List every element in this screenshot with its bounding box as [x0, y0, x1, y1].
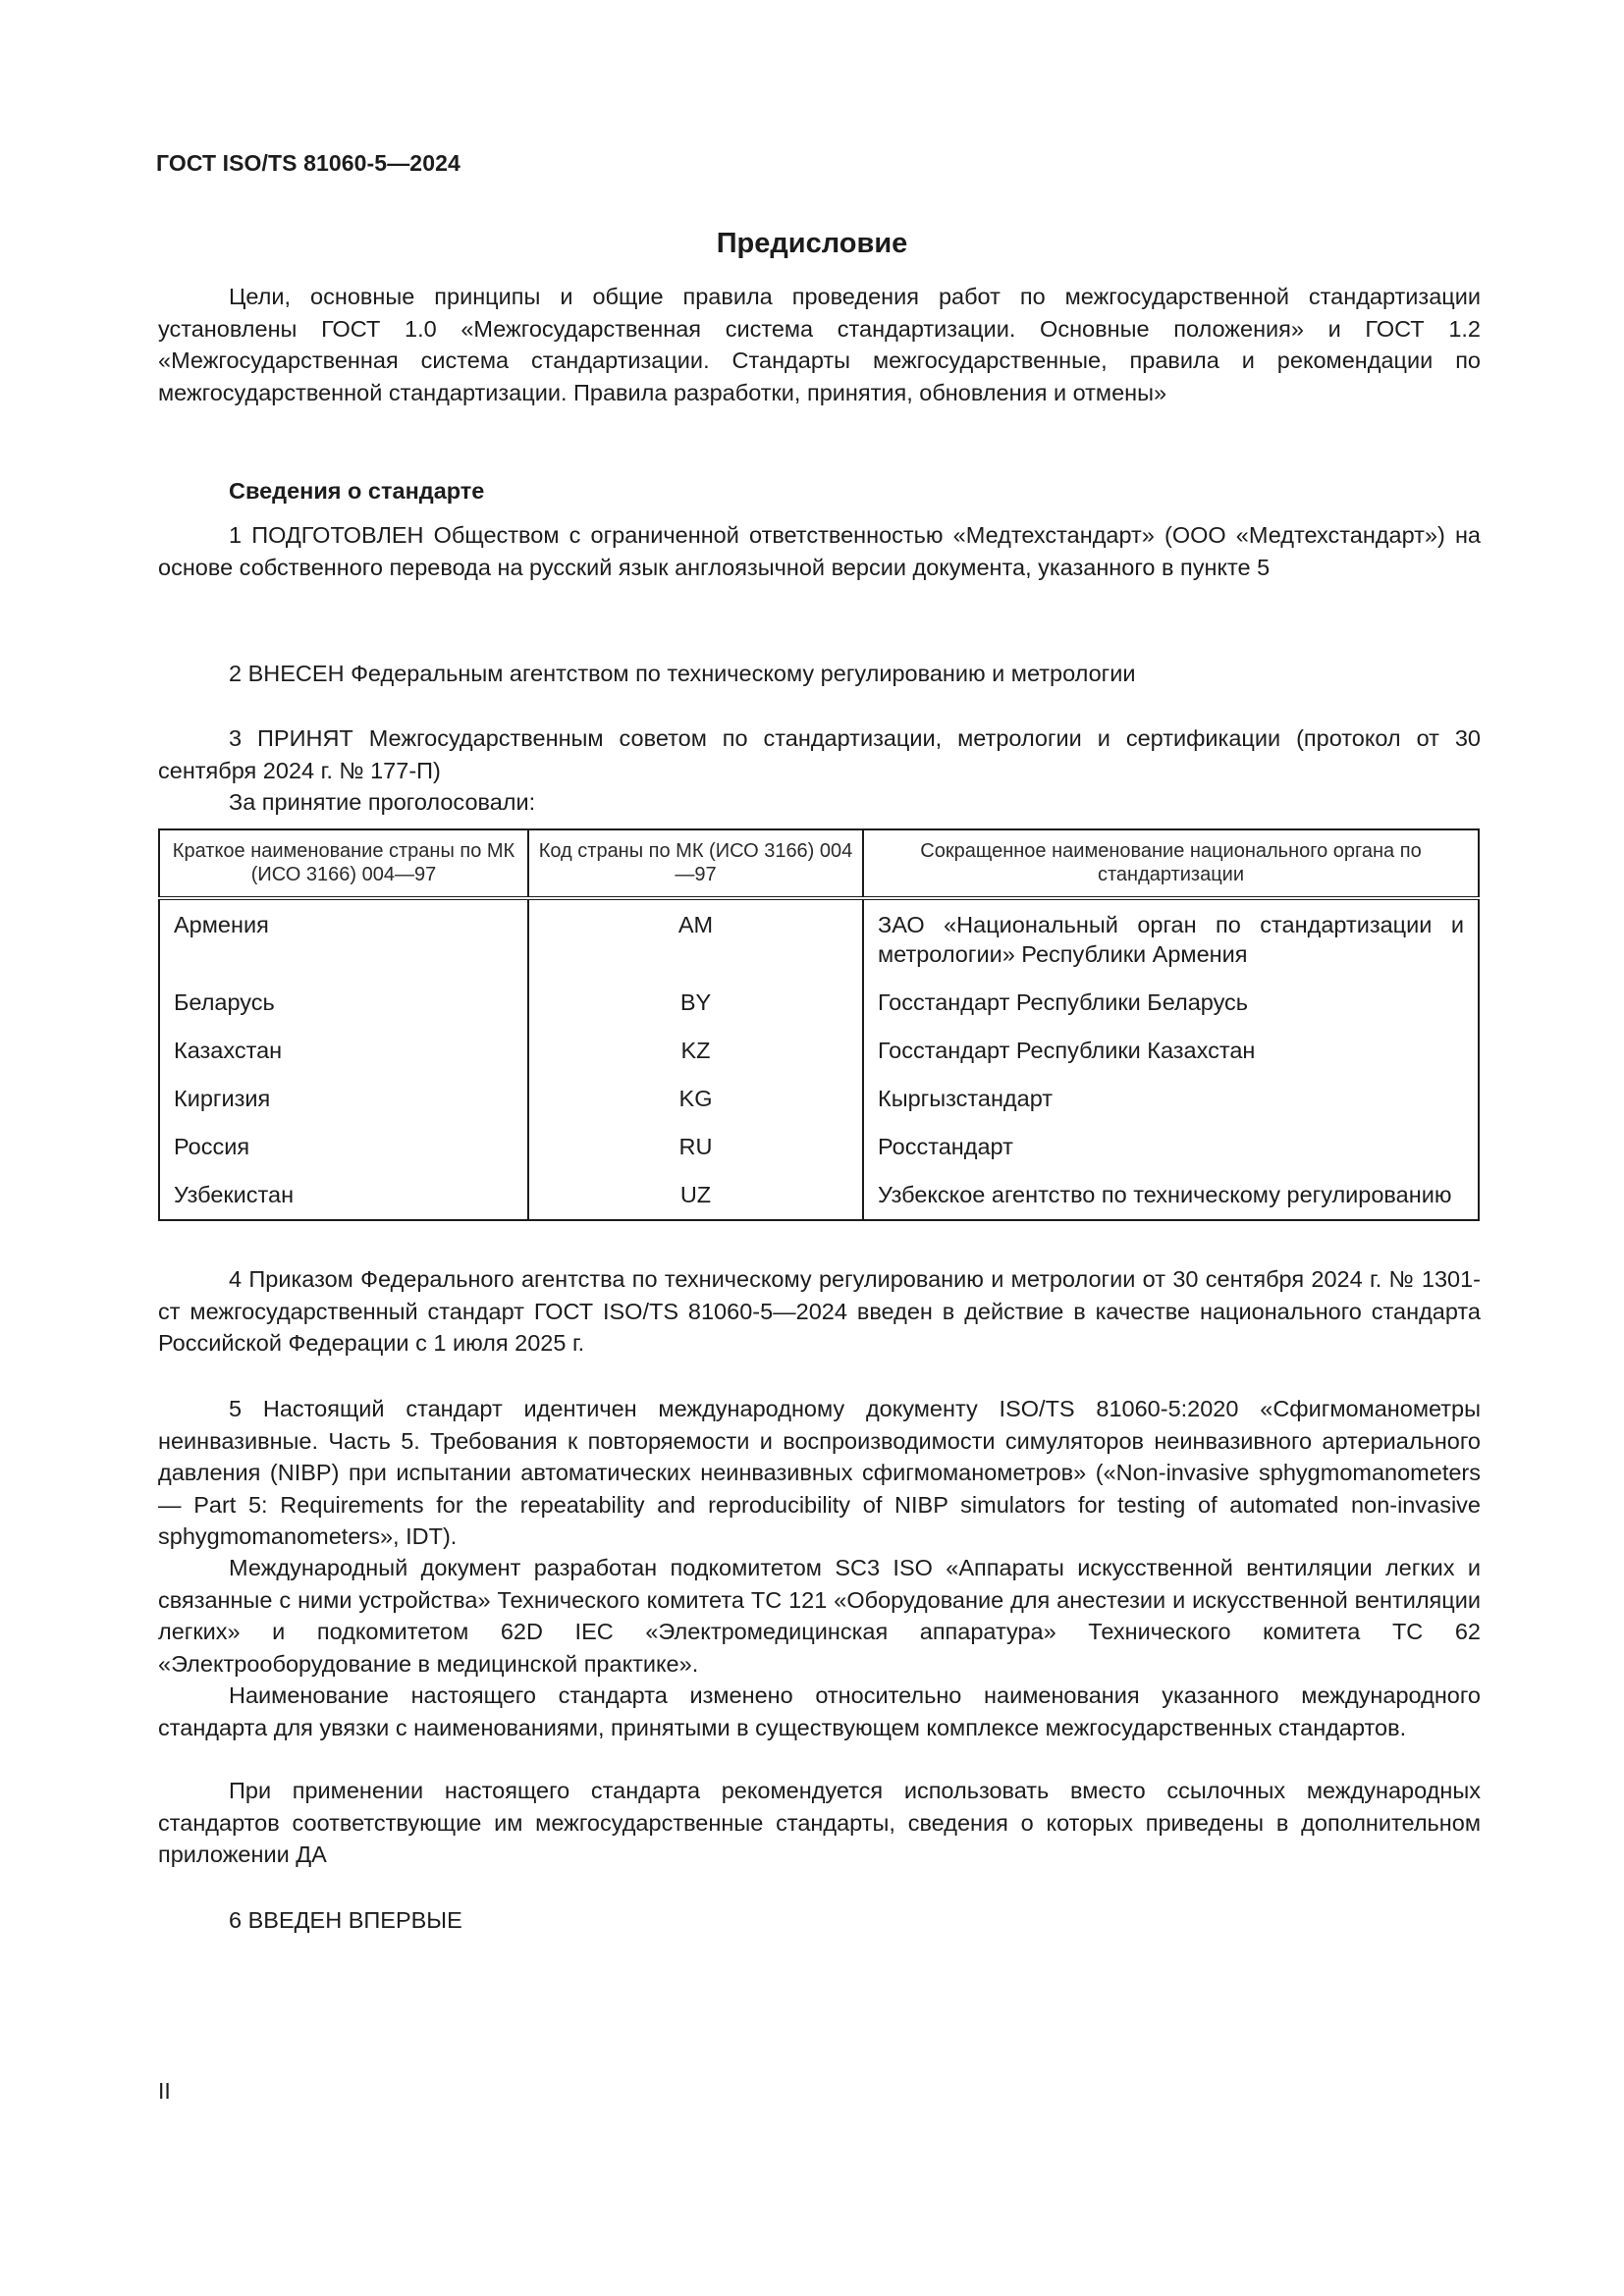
- national-body: Госстандарт Республики Казахстан: [863, 1017, 1479, 1065]
- table-row: [159, 1065, 1479, 1113]
- item-5-title-change-note: Наименование настоящего стандарта изменено относительно наименования указанного международного стандарта для увязки с наименованиями, принятыми в существующем комплексе межгосударственных стандартов.: [158, 1682, 1481, 1740]
- country-name: Узбекистан: [174, 1182, 295, 1207]
- country-name: Россия: [174, 1134, 250, 1159]
- country-code: BY: [528, 969, 863, 1017]
- country-name: Казахстан: [174, 1038, 283, 1063]
- item-6-first-introduced: 6 ВВЕДЕН ВПЕРВЫЕ: [229, 1907, 462, 1933]
- column-header-code: Код страны по МК (ИСО 3166) 004—97: [528, 829, 863, 898]
- column-header-country: Краткое наименование страны по МК (ИСО 3166) 004—97: [159, 829, 528, 898]
- table-row: [159, 1161, 1479, 1220]
- item-4-enactment: 4 Приказом Федерального агентства по техническому регулированию и метрологии от 30 сентября 2024 г. № 1301-ст межгосударственный стандарт ГОСТ ISO/TS 81060-5—2024 введен в действие в качестве национального стандарта Российской Федерации с 1 июля 2025 г.: [158, 1266, 1481, 1356]
- standard-designation-header: ГОСТ ISO/TS 81060-5—2024: [156, 150, 460, 176]
- table-row: [159, 969, 1479, 1017]
- table-row: [159, 898, 1479, 969]
- voting-countries-table: [158, 828, 1480, 1221]
- table-row: [159, 1017, 1479, 1065]
- item-5-developer-committee: Международный документ разработан подкомитетом SC3 ISO «Аппараты искусственной вентиляции легких и связанные с ними устройства» Технического комитета TC 121 «Оборудование для анестезии и искусственной вентиляции легких» и подкомитетом 62D IEC «Электромедицинская аппаратура» Технического комитета TC 62 «Электрооборудование в медицинской практике».: [158, 1555, 1481, 1677]
- country-name: Киргизия: [174, 1086, 271, 1111]
- national-body: Росстандарт: [863, 1113, 1479, 1161]
- country-code: KZ: [528, 1017, 863, 1065]
- column-header-national-body: Сокращенное наименование национального органа по стандартизации: [863, 829, 1479, 898]
- country-code: RU: [528, 1113, 863, 1161]
- item-2-submitted: 2 ВНЕСЕН Федеральным агентством по техническому регулированию и метрологии: [229, 661, 1136, 686]
- intro-paragraph: Цели, основные принципы и общие правила проведения работ по межгосударственной стандартизации установлены ГОСТ 1.0 «Межгосударственная система стандартизации. Основные положения» и ГОСТ 1.2 «Межгосударственная система стандартизации. Стандарты межгосударственные, правила и рекомендации по межгосударственной стандартизации. Правила разработки, принятия, обновления и отмены»: [158, 284, 1481, 405]
- item-1-prepared: 1 ПОДГОТОВЛЕН Обществом с ограниченной ответственностью «Медтехстандарт» (ООО «Медтехстандарт») на основе собственного перевода на русский язык англоязычной версии документа, указанного в пункте 5: [158, 522, 1481, 580]
- table-row: [159, 1113, 1479, 1161]
- national-body: ЗАО «Национальный орган по стандартизации и метрологии» Республики Армения: [863, 898, 1479, 969]
- item-5-identity: 5 Настоящий стандарт идентичен международному документу ISO/TS 81060-5:2020 «Сфигмоманометры неинвазивные. Часть 5. Требования к повторяемости и воспроизводимости симуляторов неинвазивного артериального давления (NIBP) при испытании автоматических неинвазивных сфигмоманометров» («Non-invasive sphygmomanometers — Part 5: Requirements for the repeatability and reproducibility of NIBP simulators for testing of automated non-invasive sphygmomanometers», IDT).: [158, 1396, 1481, 1549]
- table-header-row: [159, 829, 1479, 898]
- item-3-adopted: 3 ПРИНЯТ Межгосударственным советом по стандартизации, метрологии и сертификации (протокол от 30 сентября 2024 г. № 177-П): [158, 725, 1481, 783]
- standard-info-heading: Сведения о стандарте: [229, 478, 485, 504]
- item-5-reference-standards-note: При применении настоящего стандарта рекомендуется использовать вместо ссылочных международных стандартов соответствующие им межгосударственные стандарты, сведения о которых приведены в дополнительном приложении ДА: [158, 1778, 1481, 1867]
- national-body: Госстандарт Республики Беларусь: [863, 969, 1479, 1017]
- vote-intro-line: За принятие проголосовали:: [229, 789, 536, 815]
- country-code: UZ: [528, 1161, 863, 1220]
- country-code: KG: [528, 1065, 863, 1113]
- national-body: Узбекское агентство по техническому регулированию: [863, 1161, 1479, 1220]
- country-code: AM: [528, 898, 863, 969]
- country-name: Беларусь: [174, 989, 275, 1015]
- country-name: Армения: [174, 912, 269, 937]
- page-title: Предисловие: [716, 228, 908, 259]
- national-body: Кыргызстандарт: [863, 1065, 1479, 1113]
- page-number: II: [158, 2078, 171, 2104]
